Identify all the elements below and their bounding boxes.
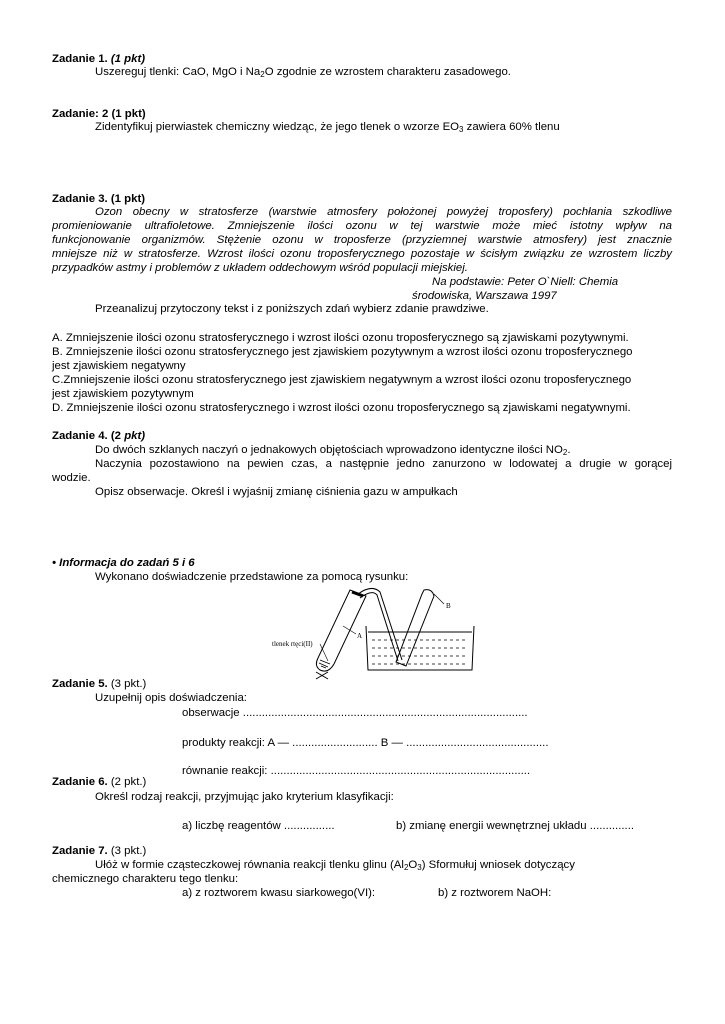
task-3-instruction: Przeanalizuj przytoczony tekst i z poniższych zdań wybierz zdanie prawdziwe. [95,303,489,315]
info-text: Wykonano doświadczenie przedstawione za pomocą rysunku: [95,571,409,583]
task-5-header: Zadanie 5. (3 pkt.) [52,678,147,690]
task-5-products-field: produkty reakcji: A — ........................... B — ............................................. [182,737,549,749]
task-3-quote-line: przypadków astmy i problemów z układem oddechowym wśród populacji miejskiej. [52,262,468,274]
task-3-option-c: C.Zmniejszenie ilości ozonu stratosferycznego jest zjawiskiem negatywnym a wzrost ilości ozonu troposferycznego [52,374,632,386]
figure-label-b: B [446,602,451,610]
task-7-line: Ułóż w formie cząsteczkowej równania reakcji tlenku glinu $(Al_2O_3)$ Sformułuj wniosek dotyczący [95,859,575,872]
experiment-figure [268,586,478,680]
task-3-quote-line: funkcjonowanie organizmów. Stężenie ozonu w troposferze (przyziemnej warstwie atmosfery) jest znacznie [52,234,672,246]
task-6-instruction: Określ rodzaj reakcji, przyjmując jako kryterium klasyfikacji: [95,791,394,803]
task-7-header: Zadanie 7. (3 pkt.) [52,845,147,857]
task-4-line: wodzie. [52,472,91,484]
task-7-line: chemicznego charakteru tego tlenku: [52,873,239,885]
task-3-option-c-cont: jest zjawiskiem pozytywnym [52,388,194,400]
task-6-option-b: b) zmianę energii wewnętrznej układu .............. [396,820,635,832]
task-3-option-b-cont: jest zjawiskiem negatywny [52,360,186,372]
task-2-text: Zidentyfikuj pierwiastek chemiczny wiedząc, że jego tlenek o wzorze $EO_3$ zawiera 60% tlenu [95,121,560,134]
task-7-option-b: b) z roztworem NaOH: [438,887,552,899]
task-3-option-d: D. Zmniejszenie ilości ozonu stratosferycznego i wzrost ilości ozonu troposferycznego są zjawiskami negatywnymi. [52,402,631,414]
task-6-header: Zadanie 6. (2 pkt.) [52,776,147,788]
task-3-source: środowiska, Warszawa 1997 [412,290,557,302]
task-3-quote-line: Ozon obecny w stratosferze (warstwie atmosfery położonej powyżej troposfery) pochłania szkodliwe [95,206,672,218]
task-4-header: Zadanie 4. (2 pkt) [52,430,146,442]
task-6-option-a: a) liczbę reagentów ................ [182,820,335,832]
task-1-text: Uszereguj tlenki: CaO, MgO i $Na_2O$ zgodnie ze wzrostem charakteru zasadowego. [95,66,511,79]
task-3-option-b: B. Zmniejszenie ilości ozonu stratosferycznego jest zjawiskiem pozytywnym a wzrost ilości ozonu troposferycznego [52,346,633,358]
task-4-line: Opisz obserwacje. Określ i wyjaśnij zmianę ciśnienia gazu w ampułkach [95,486,458,498]
collecting-tube [396,590,444,666]
task-3-quote-line: mniejsze niż w stratosferze. Wzrost ilości ozonu troposferycznego pozostaje w ścisłym związku ze wzrostem liczby [52,248,672,260]
task-5-instruction: Uzupełnij opis doświadczenia: [95,692,247,704]
task-4-line: Naczynia pozostawiono na pewien czas, a następnie jedno zanurzono w lodowatej a drugie w gorącej [95,458,672,470]
flame-mark [316,672,328,679]
task-7-option-a: a) z roztworem kwasu siarkowego(VI): [182,887,376,899]
task-1-header: Zadanie 1. (1 pkt) [52,53,146,65]
task-3-option-a: A. Zmniejszenie ilości ozonu stratosferycznego i wzrost ilości ozonu troposferycznego są zjawiskami pozytywnymi. [52,332,629,344]
mercury-oxide-sample [319,660,330,668]
task-3-quote-line: promieniowanie ultrafioletowe. Zmniejszenie ilości ozonu w tej warstwie może mieć istotny wpływ na [52,220,672,232]
task-5-observations-field: obserwacje .......................................................................................... [182,707,528,719]
info-header: • Informacja do zadań 5 i 6 [52,557,195,569]
figure-label-oxide: tlenek rtęci(II) [272,640,313,648]
task-4-line: Do dwóch szklanych naczyń o jednakowych objętościach wprowadzono identyczne ilości $NO_2$. [95,444,571,457]
task-3-header: Zadanie 3. (1 pkt) [52,193,146,205]
task-3-source: Na podstawie: Peter O`Niell: Chemia [432,276,619,288]
heated-test-tube [316,590,366,671]
water-trough [366,626,474,670]
figure-label-a: A [357,632,363,640]
task-5-equation-field: równanie reakcji: .................................................................................. [182,765,531,777]
task-2-header: Zadanie: 2 (1 pkt) [52,108,146,120]
